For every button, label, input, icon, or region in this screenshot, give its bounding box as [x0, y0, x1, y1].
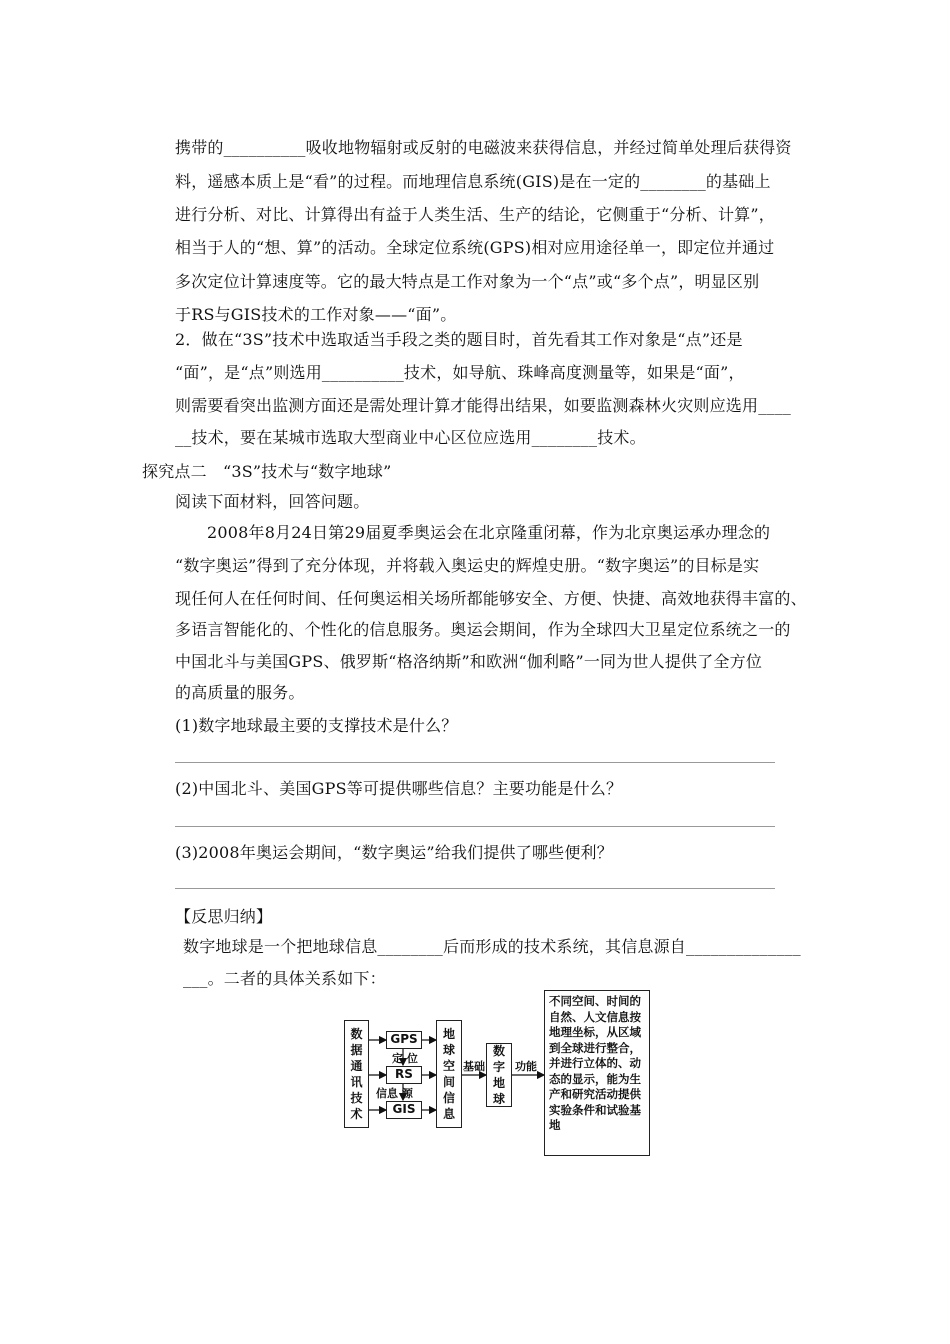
question-3: (3)2008年奥运会期间，“数字奥运”给我们提供了哪些便利？ — [175, 843, 613, 862]
text-line-9: 则需要看突出监测方面还是需处理计算才能得出结果，如要监测森林火灾则应选用____ — [175, 396, 792, 415]
info-source-label: 信息 源 — [376, 1087, 413, 1100]
gis-box — [386, 1101, 422, 1119]
answer-line-1[interactable] — [175, 762, 775, 763]
question-2: (2)中国北斗、美国GPS等可提供哪些信息？主要功能是什么？ — [175, 779, 623, 798]
material-line-4: 多语言智能化的、个性化的信息服务。奥运会期间，作为全球四大卫星定位系统之一的 — [175, 620, 791, 639]
material-line-5: 中国北斗与美国GPS、俄罗斯“格洛纳斯”和欧洲“伽利略”一同为世人提供了全方位 — [175, 652, 763, 671]
locate-label: 定 位 — [392, 1052, 418, 1065]
gps-label: GPS — [390, 1032, 418, 1046]
text-line-10: __技术，要在某城市选取大型商业中心区位应选用________技术。 — [175, 428, 646, 447]
answer-line-3[interactable] — [175, 888, 775, 889]
text-line-7: 2．做在“3S”技术中选取适当手段之类的题目时，首先看其工作对象是“点”还是 — [175, 330, 743, 349]
text-line-12: 阅读下面材料，回答问题。 — [175, 492, 370, 511]
section-heading: 探究点二 “3S”技术与“数字地球” — [142, 462, 392, 481]
comm-tech-box — [344, 1020, 369, 1128]
gps-box — [386, 1031, 422, 1049]
gis-label: GIS — [392, 1102, 416, 1116]
material-line-3: 现任何人在任何时间、任何奥运相关场所都能够安全、方便、快捷、高效地获得丰富的、 — [175, 589, 807, 608]
rs-box — [386, 1066, 422, 1084]
spatial-info-box — [436, 1020, 462, 1128]
material-line-2: “数字奥运”得到了充分体现，并将载入奥运史的辉煌史册。“数字奥运”的目标是实 — [175, 556, 760, 575]
rs-label: RS — [395, 1067, 413, 1081]
text-line-1: 携带的__________吸收地物辐射或反射的电磁波来获得信息，并经过简单处理后获得资 — [175, 138, 792, 157]
text-line-6: 于RS与GIS技术的工作对象——“面”。 — [175, 305, 457, 324]
comm-tech-label: 数据通讯技术 — [350, 1027, 363, 1121]
text-line-5: 多次定位计算速度等。它的最大特点是工作对象为一个“点”或“多个点”，明显区别 — [175, 272, 760, 291]
answer-line-2[interactable] — [175, 826, 775, 827]
material-line-1: 2008年8月24日第29届夏季奥运会在北京隆重闭幕，作为北京奥运承办理念的 — [207, 523, 771, 542]
question-1: (1)数字地球最主要的支撑技术是什么？ — [175, 716, 458, 735]
3s-digital-earth-diagram — [340, 988, 660, 1160]
basis-label: 基础 — [463, 1060, 485, 1073]
function-label: 功能 — [515, 1060, 537, 1073]
result-box — [544, 990, 650, 1156]
result-text: 不同空间、时间的自然、人文信息按地理坐标，从区域到全球进行整合，并进行立体的、动态的显示，能为生产和研究活动提供实验条件和试验基地 — [549, 994, 641, 1132]
spatial-info-label: 地球空间信息 — [442, 1027, 455, 1121]
text-line-3: 进行分析、对比、计算得出有益于人类生活、生产的结论，它侧重于“分析、计算”， — [175, 205, 775, 224]
reflection-heading: 【反思归纳】 — [175, 907, 273, 926]
material-line-6: 的高质量的服务。 — [175, 683, 305, 702]
digital-earth-box — [486, 1043, 512, 1107]
digital-earth-label: 数字地球 — [492, 1044, 505, 1106]
text-line-8: “面”，是“点”则选用__________技术，如导航、珠峰高度测量等，如果是“面”， — [175, 363, 745, 382]
reflection-line-1: 数字地球是一个把地球信息________后而形成的技术系统，其信息源自______________ — [183, 937, 801, 956]
text-line-4: 相当于人的“想、算”的活动。全球定位系统(GPS)相对应用途径单一，即定位并通过 — [175, 238, 775, 257]
reflection-line-2: ___。二者的具体关系如下： — [183, 969, 386, 988]
text-line-2: 料，遥感本质上是“看”的过程。而地理信息系统(GIS)是在一定的________的基础上 — [175, 172, 771, 191]
